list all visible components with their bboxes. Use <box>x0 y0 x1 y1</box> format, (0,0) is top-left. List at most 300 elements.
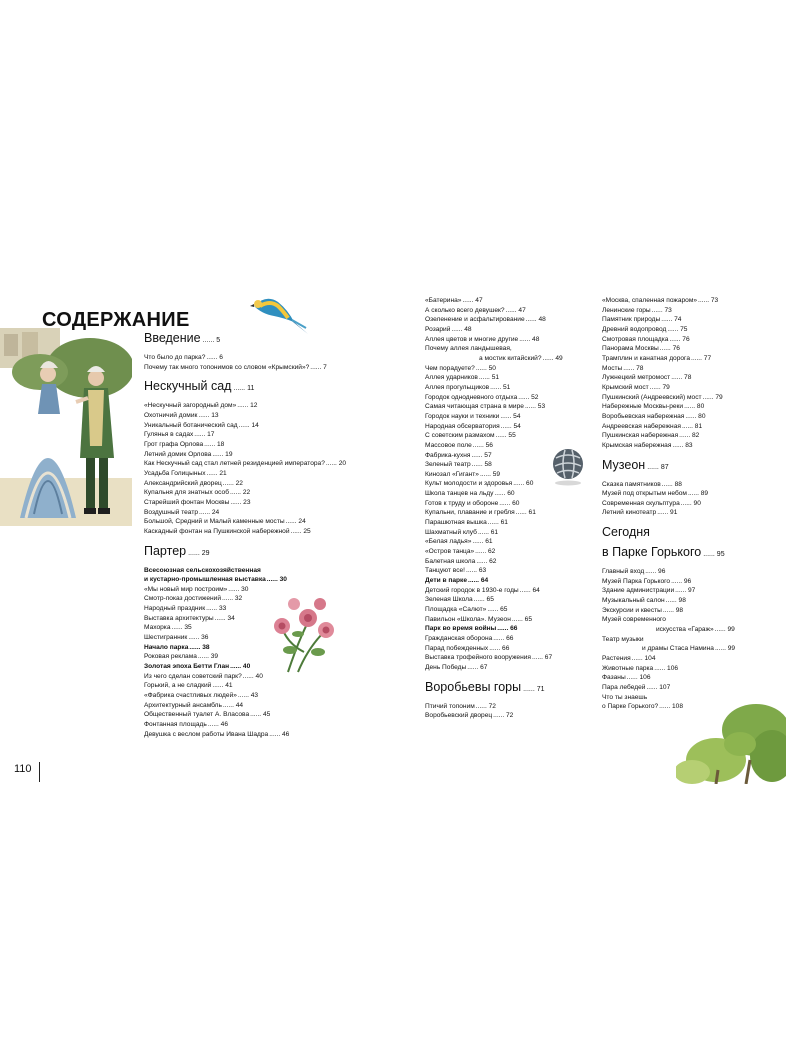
page-ref: ...... 64 <box>519 586 540 594</box>
section-title: Партер <box>144 543 187 558</box>
entry-title: «Мы новый мир построим» <box>144 585 228 593</box>
entry-title: Экскурсии и квесты <box>602 606 662 614</box>
page-ref: ...... 30 <box>266 576 287 584</box>
entry-title: Парад побежденных <box>425 644 489 652</box>
entry-title: Дети в парке <box>425 577 468 585</box>
page-ref: ...... 54 <box>500 422 521 430</box>
toc-entry[interactable] <box>144 691 384 701</box>
page-ref: ...... 22 <box>222 479 243 487</box>
entry-title: Детский городок в 1930-е годы <box>425 586 519 594</box>
toc-entry[interactable] <box>602 354 752 364</box>
toc-entry[interactable] <box>425 663 593 673</box>
section-gap <box>602 518 752 524</box>
page-ref: ...... 17 <box>194 431 215 439</box>
toc-entry[interactable] <box>425 296 593 306</box>
toc-entry[interactable] <box>425 325 593 335</box>
entry-title: Купальня для знатных особ <box>144 489 229 497</box>
toc-entry[interactable] <box>602 586 752 596</box>
entry-title: Пушкинский (Андреевский) мост <box>602 393 702 401</box>
entry-title: Набережные Москвы-реки <box>602 403 684 411</box>
page-ref: ...... 83 <box>672 441 693 449</box>
entry-title: Летний домик Орлова <box>144 450 212 458</box>
entry-title: Пушкинская набережная <box>602 432 679 440</box>
entry-title: Выставка трофейного вооружения <box>425 654 531 662</box>
toc-entry[interactable] <box>602 606 752 616</box>
entry-title: Театр музыки <box>602 635 644 643</box>
page-ref: ...... 25 <box>290 527 311 535</box>
entry-title: Что ты знаешь <box>602 693 648 701</box>
entry-title: Зеленая Школа <box>425 596 473 604</box>
page-ref: ...... 71 <box>523 685 545 693</box>
page-ref: ...... 48 <box>525 316 546 324</box>
page-ref: ...... 35 <box>171 624 192 632</box>
page-ref: ...... 34 <box>214 614 235 622</box>
toc-entry[interactable] <box>425 644 593 654</box>
entry-title: Выставка архитектуры <box>144 614 214 622</box>
toc-entry[interactable] <box>602 422 752 432</box>
entry-title: Музей современного <box>602 616 666 624</box>
toc-entry[interactable] <box>425 470 593 480</box>
entry-title: Площадка «Салют» <box>425 606 487 613</box>
entry-title: Самая читающая страна в мире <box>425 403 524 411</box>
section-heading[interactable] <box>602 525 752 540</box>
page-ref: ...... 55 <box>495 432 516 440</box>
page-ref: ...... 36 <box>188 634 209 642</box>
toc-entry[interactable] <box>425 422 593 432</box>
entry-title: «Батерина» <box>425 297 462 304</box>
entry-title: Школа танцев на льду <box>425 490 494 498</box>
toc-entry[interactable] <box>144 604 384 614</box>
entry-title: Грот графа Орлова <box>144 440 204 448</box>
page-ref: ...... 80 <box>685 412 706 420</box>
toc-entry[interactable] <box>144 614 384 624</box>
entry-title: Фазаны <box>602 674 626 682</box>
toc-entry[interactable] <box>144 527 384 537</box>
entry-title: «Москва, спаленная пожаром» <box>602 297 698 304</box>
toc-entry[interactable] <box>425 653 593 663</box>
entry-title: Гулянья в садах <box>144 431 194 439</box>
page-ref: ...... 39 <box>197 653 219 661</box>
toc-entry[interactable] <box>425 557 593 567</box>
toc-entry[interactable] <box>602 644 752 654</box>
toc-entry[interactable] <box>602 664 752 674</box>
toc-entry[interactable] <box>425 315 593 325</box>
page-ref: ...... 96 <box>671 577 692 585</box>
entry-title: Роковая реклама <box>144 653 197 661</box>
toc-entry[interactable] <box>425 460 593 470</box>
toc-entry[interactable] <box>425 595 593 605</box>
entry-title: Кинозал «Гигант» <box>425 470 479 478</box>
toc-entry[interactable] <box>144 672 384 682</box>
toc-entry[interactable] <box>602 393 752 403</box>
toc-entry[interactable] <box>602 335 752 345</box>
page-ref: ...... 98 <box>662 606 684 614</box>
trees-illustration <box>676 700 786 784</box>
contents-column-1 <box>144 330 384 739</box>
entry-title: Из чего сделан советский парк? <box>144 672 242 680</box>
toc-entry[interactable] <box>144 508 384 518</box>
entry-title: Лужнецкий метромост <box>602 374 671 382</box>
toc-entry[interactable] <box>144 730 384 740</box>
toc-entry[interactable] <box>144 469 384 479</box>
page-ref: ...... 106 <box>654 664 679 672</box>
entry-title: Розарий <box>425 325 451 333</box>
contents-column-2 <box>425 296 593 721</box>
entry-title: Пара лебедей <box>602 684 646 691</box>
page-ref: ...... 38 <box>189 643 210 651</box>
toc-entry[interactable] <box>144 701 384 711</box>
section-title: Введение <box>144 331 201 345</box>
entry-title: Махорка <box>144 624 171 632</box>
page-ref: ...... 46 <box>207 721 228 728</box>
page-ref: ...... 62 <box>476 557 497 565</box>
entry-title: Архитектурный ансамбль <box>144 701 222 709</box>
toc-entry[interactable] <box>425 615 593 625</box>
page-ref: ...... 56 <box>472 441 493 449</box>
page-ref: ...... 90 <box>680 499 701 507</box>
toc-entry[interactable] <box>425 518 593 528</box>
entry-title: Фонтанная площадь <box>144 721 207 728</box>
toc-entry[interactable] <box>144 498 384 508</box>
toc-entry[interactable] <box>602 315 752 325</box>
page-ref: ...... 20 <box>325 460 347 468</box>
toc-entry[interactable] <box>602 508 752 518</box>
contents-column-3 <box>602 296 752 712</box>
section-gap <box>425 673 593 679</box>
entry-title: Летний кинотеатр <box>602 509 657 517</box>
entry-title: Воробьевская набережная <box>602 412 685 420</box>
toc-entry[interactable] <box>602 615 752 625</box>
toc-entry[interactable] <box>425 373 593 383</box>
toc-entry[interactable] <box>425 412 593 422</box>
page-ref: ...... 22 <box>230 489 251 497</box>
toc-entry[interactable] <box>425 508 593 518</box>
entry-title: Горький, а не сладкий <box>144 682 212 690</box>
page-ref: ...... 61 <box>515 509 536 517</box>
toc-entry[interactable] <box>602 325 752 335</box>
toc-entry[interactable] <box>425 711 593 721</box>
toc-entry[interactable] <box>144 421 384 431</box>
toc-entry[interactable] <box>602 306 752 316</box>
entry-title: Андреевская набережная <box>602 422 681 430</box>
page-ref: ...... 53 <box>524 403 546 411</box>
page-ref: ...... 99 <box>714 626 735 634</box>
page-ref: ...... 24 <box>285 518 306 526</box>
toc-entry[interactable] <box>602 654 752 664</box>
page-ref: ...... 40 <box>230 663 251 671</box>
page-number: 110 <box>14 762 40 782</box>
toc-entry[interactable] <box>602 344 752 354</box>
toc-entry[interactable] <box>425 354 593 364</box>
toc-entry[interactable] <box>602 373 752 383</box>
section-title: Сегодня <box>602 525 650 540</box>
section-heading[interactable] <box>144 331 384 348</box>
entry-title: Всесоюзная сельскохозяйственная <box>144 566 261 574</box>
entry-title: и кустарно-промышленная выставка <box>144 576 266 584</box>
page-ref: ...... 60 <box>494 490 515 498</box>
page-ref: ...... 45 <box>250 711 271 719</box>
page-ref: ...... 82 <box>679 432 700 440</box>
toc-entry[interactable] <box>144 662 384 672</box>
page-ref: ...... 106 <box>626 674 651 682</box>
entry-title: Ленинские горы <box>602 306 651 314</box>
entry-title: Трамплин и канатная дорога <box>602 354 690 362</box>
toc-entry[interactable] <box>425 441 593 451</box>
page-ref: ...... 72 <box>475 702 496 710</box>
entry-title: Памятник природы <box>602 316 661 324</box>
toc-entry[interactable] <box>425 344 593 354</box>
page-ref: ...... 60 <box>499 499 520 507</box>
entry-title: С советским размахом <box>425 432 495 440</box>
entry-title: Здание администрации <box>602 587 675 595</box>
toc-entry[interactable] <box>425 335 593 345</box>
toc-entry[interactable] <box>425 537 593 547</box>
toc-entry[interactable] <box>144 488 384 498</box>
page-ref: ...... 5 <box>202 337 221 344</box>
toc-entry[interactable] <box>425 605 593 615</box>
entry-title: Народная обсерватория <box>425 422 500 430</box>
page-ref: ...... 66 <box>493 634 514 642</box>
toc-entry[interactable] <box>602 567 752 577</box>
entry-title: Охотничий домик <box>144 411 198 419</box>
toc-entry[interactable] <box>425 364 593 374</box>
toc-entry[interactable] <box>144 459 384 469</box>
entry-title: Девушка с веслом работы Ивана Шадра <box>144 730 269 738</box>
entry-title: Народный праздник <box>144 605 206 613</box>
entry-title: Общественный туалет А. Власова <box>144 711 250 719</box>
entry-title: Городок однодневного отдыха <box>425 393 518 401</box>
entry-title: Крымский мост <box>602 383 649 391</box>
toc-entry[interactable] <box>144 411 384 421</box>
section-heading[interactable] <box>144 544 384 561</box>
page-ref: ...... 33 <box>206 605 227 613</box>
page-ref: ...... 63 <box>466 567 487 575</box>
page-ref: ...... 50 <box>475 364 496 372</box>
entry-title: «Остров танца» <box>425 548 475 556</box>
page-ref: ...... 13 <box>198 411 219 419</box>
toc-entry[interactable] <box>425 393 593 403</box>
toc-entry[interactable] <box>425 402 593 412</box>
toc-entry[interactable] <box>425 431 593 441</box>
entry-title: Парк во время войны <box>425 625 497 633</box>
section-heading[interactable] <box>602 458 752 475</box>
toc-entry[interactable] <box>144 479 384 489</box>
toc-entry[interactable] <box>602 635 752 645</box>
page-ref: ...... 49 <box>542 354 563 362</box>
entry-title: Аллея прогульщиков <box>425 383 490 391</box>
toc-entry[interactable] <box>602 412 752 422</box>
toc-entry[interactable] <box>425 383 593 393</box>
toc-entry[interactable] <box>602 499 752 509</box>
toc-entry[interactable] <box>602 480 752 490</box>
toc-entry[interactable] <box>602 402 752 412</box>
toc-entry[interactable] <box>144 440 384 450</box>
toc-entry[interactable] <box>425 451 593 461</box>
entry-title: Чем порадуете? <box>425 364 475 372</box>
entry-title: Аллея ударников <box>425 374 478 382</box>
entry-title: Главный вход <box>602 568 645 576</box>
entry-title: Мосты <box>602 364 623 372</box>
entry-title: Птичий топоним <box>425 702 475 710</box>
entry-title: Усадьба Голицыных <box>144 469 206 477</box>
toc-entry[interactable] <box>602 702 752 712</box>
page-ref: ...... 51 <box>490 383 511 391</box>
page-ref: ...... 62 <box>475 548 496 556</box>
toc-entry[interactable] <box>144 594 384 604</box>
toc-entry[interactable] <box>144 401 384 411</box>
page-ref: ...... 7 <box>310 363 327 371</box>
entry-title: Воздушный театр <box>144 508 199 516</box>
page-ref: ...... 65 <box>511 615 533 623</box>
entry-title: Массовое поле <box>425 441 472 449</box>
toc-entry[interactable] <box>144 566 384 576</box>
page-ref: ...... 74 <box>661 316 682 324</box>
toc-entry[interactable] <box>425 624 593 634</box>
entry-title: Сказка памятников <box>602 480 661 488</box>
page-ref: ...... 14 <box>238 421 259 429</box>
toc-entry[interactable] <box>425 306 593 316</box>
entry-title: Растения <box>602 655 631 663</box>
page-ref: ...... 12 <box>237 402 258 410</box>
page-ref: ...... 57 <box>471 451 492 459</box>
toc-entry[interactable] <box>425 499 593 509</box>
entry-title: искусства «Гараж» <box>656 626 714 634</box>
entry-title: Зеленый театр <box>425 461 471 469</box>
page-ref: ...... 29 <box>188 549 210 557</box>
section-title: Музеон <box>602 457 646 472</box>
page-ref: ...... 6 <box>206 354 223 361</box>
toc-entry[interactable] <box>425 489 593 499</box>
toc-entry[interactable] <box>425 586 593 596</box>
page-ref: ...... 47 <box>505 306 526 314</box>
entry-title: Павильон «Школа». Музеон <box>425 615 511 623</box>
page-ref: ...... 72 <box>493 712 514 720</box>
page-ref: ...... 67 <box>467 663 488 671</box>
entry-title: Готов к труду и обороне <box>425 499 499 507</box>
page-ref: ...... 19 <box>212 450 233 458</box>
toc-entry[interactable] <box>144 623 384 633</box>
toc-entry[interactable] <box>144 643 384 653</box>
toc-entry[interactable] <box>144 720 384 730</box>
page-ref: ...... 40 <box>242 672 263 680</box>
page-ref: ...... 58 <box>471 461 492 469</box>
toc-entry[interactable] <box>602 296 752 306</box>
page-ref: ...... 95 <box>703 551 725 559</box>
page-ref: ...... 107 <box>646 684 671 691</box>
toc-entry[interactable] <box>602 489 752 499</box>
section-gap <box>144 537 384 543</box>
toc-entry[interactable] <box>144 430 384 440</box>
toc-entry[interactable] <box>602 693 752 703</box>
toc-entry[interactable] <box>425 576 593 586</box>
page-ref: ...... 79 <box>649 383 670 391</box>
page-ref: ...... 66 <box>489 644 510 652</box>
toc-entry[interactable] <box>425 634 593 644</box>
page-ref: ...... 65 <box>487 606 508 613</box>
entry-title: а мостик китайский? <box>479 354 542 362</box>
entry-title: Озеленение и асфальтирование <box>425 316 525 324</box>
page-ref: ...... 24 <box>199 508 220 516</box>
toc-entry[interactable] <box>602 683 752 693</box>
toc-entry[interactable] <box>602 431 752 441</box>
page-ref: ...... 48 <box>519 335 540 343</box>
page-ref: ...... 78 <box>671 374 692 382</box>
toc-entry[interactable] <box>602 441 752 451</box>
page-ref: ...... 21 <box>206 469 227 477</box>
page-ref: ...... 98 <box>665 597 686 605</box>
page-ref: ...... 41 <box>212 682 233 690</box>
toc-entry[interactable] <box>425 528 593 538</box>
section-heading[interactable] <box>425 680 593 697</box>
page-ref: ...... 77 <box>690 354 712 362</box>
page-ref: ...... 87 <box>647 463 669 471</box>
toc-entry[interactable] <box>425 479 593 489</box>
toc-entry[interactable] <box>144 585 384 595</box>
section-gap <box>144 372 384 378</box>
toc-entry[interactable] <box>602 625 752 635</box>
page-ref: ...... 78 <box>623 364 644 372</box>
toc-entry[interactable] <box>144 363 384 373</box>
entry-title: Крымская набережная <box>602 441 672 449</box>
entry-title: Шестигранник <box>144 634 188 642</box>
toc-entry[interactable] <box>425 566 593 576</box>
page-ref: ...... 91 <box>657 509 678 517</box>
toc-entry[interactable] <box>144 575 384 585</box>
toc-entry[interactable] <box>144 652 384 662</box>
page-ref: ...... 61 <box>487 519 508 527</box>
toc-entry[interactable] <box>602 364 752 374</box>
toc-entry[interactable] <box>144 710 384 720</box>
entry-title: Каскадный фонтан на Пушкинской набережной <box>144 527 290 535</box>
entry-title: Аллея цветов и многие другие <box>425 335 519 343</box>
entry-title: Что было до парка? <box>144 354 206 361</box>
page-ref: ...... 76 <box>669 335 690 343</box>
toc-entry[interactable] <box>144 353 384 363</box>
page-ref: ...... 32 <box>222 595 243 603</box>
page-ref: ...... 75 <box>667 325 688 333</box>
toc-entry[interactable] <box>144 450 384 460</box>
entry-title: Шахматный клуб <box>425 528 477 536</box>
entry-title: Начало парка <box>144 643 189 651</box>
section-heading[interactable] <box>144 379 384 396</box>
entry-title: Музей под открытым небом <box>602 490 687 498</box>
entry-title: Смотровая площадка <box>602 335 669 343</box>
toc-entry[interactable] <box>144 517 384 527</box>
section-title: Воробьевы горы <box>425 679 522 694</box>
page-ref: ...... 73 <box>651 306 672 314</box>
page-ref: ...... 30 <box>228 585 249 593</box>
page-ref: ...... 46 <box>269 730 290 738</box>
entry-title: А сколько всего девушек? <box>425 306 505 314</box>
toc-entry[interactable] <box>144 633 384 643</box>
page-ref: ...... 60 <box>513 480 534 488</box>
page-ref: ...... 66 <box>497 625 518 633</box>
page-ref: ...... 47 <box>462 297 483 304</box>
page-ref: ...... 11 <box>233 385 255 393</box>
toc-entry[interactable] <box>602 596 752 606</box>
toc-entry[interactable] <box>602 673 752 683</box>
section-title: Нескучный сад <box>144 379 232 394</box>
toc-entry[interactable] <box>602 577 752 587</box>
section-heading[interactable] <box>602 545 752 562</box>
toc-entry[interactable] <box>144 681 384 691</box>
entry-title: Древний водопровод <box>602 325 667 333</box>
toc-entry[interactable] <box>425 547 593 557</box>
toc-entry[interactable] <box>602 383 752 393</box>
page-ref: ...... 64 <box>468 577 489 585</box>
page-ref: ...... 99 <box>714 645 736 653</box>
toc-entry[interactable] <box>425 702 593 712</box>
